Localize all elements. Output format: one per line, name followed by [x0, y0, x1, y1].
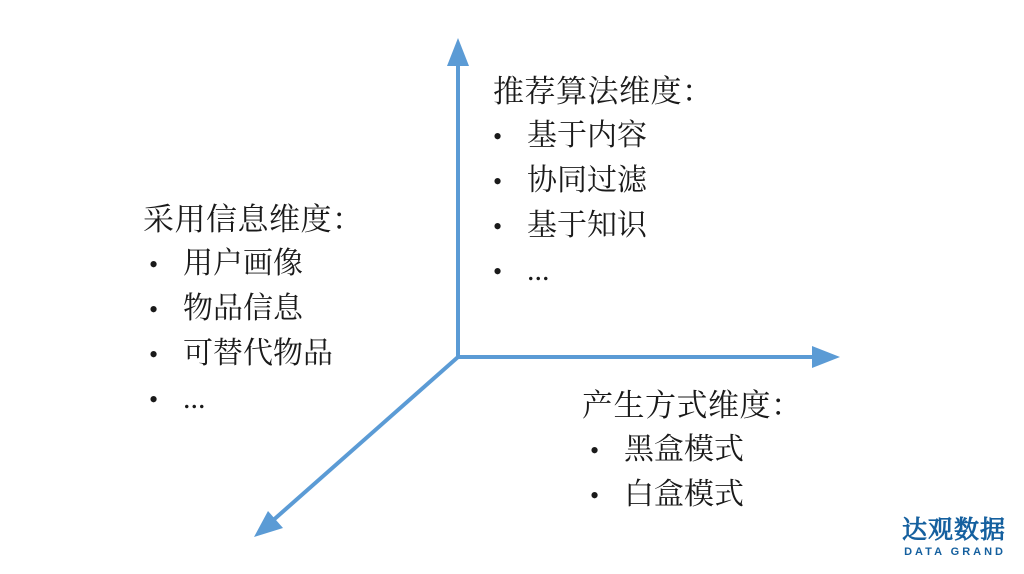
list-item [582, 428, 803, 473]
list-item [582, 473, 803, 518]
list-item [143, 287, 364, 332]
list-item-label: 基于内容 [527, 119, 647, 152]
list-item-label: 黑盒模式 [624, 433, 744, 466]
production-dimension-block [582, 386, 803, 518]
bullet-icon: • [149, 385, 159, 414]
list-item-label: 物品信息 [183, 292, 303, 325]
bullet-icon: • [149, 295, 159, 324]
list-item [487, 204, 714, 249]
list-item-label: 基于知识 [527, 209, 647, 242]
list-item-label: ... [527, 254, 550, 287]
list-item [487, 159, 714, 204]
list-item [143, 377, 364, 422]
info-dimension-title: 采用信息维度： [143, 202, 364, 237]
bullet-icon: • [493, 257, 503, 286]
bullet-icon: • [493, 122, 503, 151]
recommend-dimension-list [487, 114, 714, 294]
recommend-dimension-title: 推荐算法维度： [493, 74, 714, 109]
brand-logo [902, 516, 1006, 560]
bullet-icon: • [590, 436, 600, 465]
bullet-icon: • [590, 481, 600, 510]
recommend-dimension-block [487, 72, 714, 294]
logo-english-name: DATA GRAND [904, 546, 1006, 558]
list-item-label: 白盒模式 [624, 478, 744, 511]
info-dimension-list [143, 242, 364, 422]
bullet-icon: • [493, 167, 503, 196]
production-dimension-list [582, 428, 803, 518]
bullet-icon: • [493, 212, 503, 241]
logo-chinese-name: 达观数据 [901, 516, 1006, 544]
list-item-label: 可替代物品 [183, 337, 333, 370]
bullet-icon: • [149, 340, 159, 369]
list-item [143, 332, 364, 377]
vertical-axis [447, 38, 469, 357]
bullet-icon: • [149, 250, 159, 279]
info-dimension-block [143, 200, 364, 422]
list-item-label: 协同过滤 [527, 164, 647, 197]
list-item-label: ... [183, 382, 206, 415]
list-item [143, 242, 364, 287]
list-item [487, 114, 714, 159]
list-item-label: 用户画像 [183, 247, 303, 280]
list-item [487, 249, 714, 294]
production-dimension-title: 产生方式维度： [582, 388, 803, 423]
horizontal-axis [458, 346, 840, 368]
